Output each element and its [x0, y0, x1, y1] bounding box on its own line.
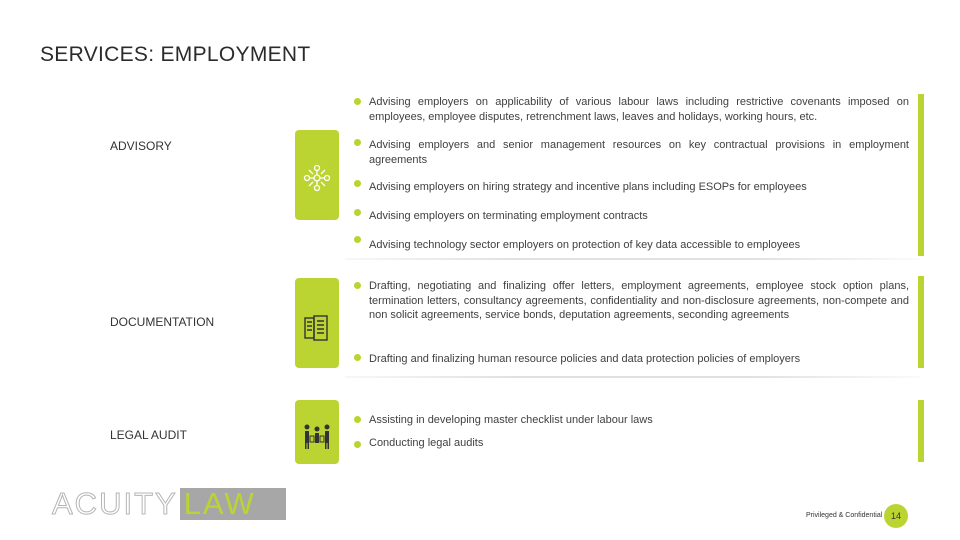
section-divider	[345, 376, 920, 378]
bullet-dot	[354, 180, 361, 187]
advisory-bullet-3: Advising employers on hiring strategy and incentive plans including ESOPs for employees	[369, 181, 807, 193]
section-label-legal-audit: LEGAL AUDIT	[110, 428, 187, 442]
advisory-bullet-2: Advising employers and senior management resources on key contractual provisions in employment agreements	[369, 139, 909, 166]
page-number: 14	[884, 504, 908, 528]
documentation-bullet-1: Drafting, negotiating and finalizing offer letters, employment agreements, employee stock option plans, termination letters, consultancy agreements, confidentiality and non-disclosure agreements, non-compete and non solicit agreements, service bonds, deputation agreements, seconding agreements	[369, 280, 909, 321]
documentation-bullet-2: Drafting and finalizing human resource policies and data protection policies of employers	[369, 353, 801, 365]
bullet-dot	[354, 209, 361, 216]
footer-confidential: Privileged & Confidential	[806, 512, 883, 519]
bullet-dot	[354, 282, 361, 289]
advisory-bullet-4: Advising employers on terminating employment contracts	[369, 210, 648, 222]
documentation-tab	[295, 278, 339, 368]
legal-audit-accent-bar	[918, 400, 924, 462]
logo-text-law: LAW	[180, 488, 286, 520]
bullet-dot	[354, 441, 361, 448]
legal-audit-bullet-1: Assisting in developing master checklist under labour laws	[369, 414, 653, 426]
advisory-bullet-1: Advising employers on applicability of various labour laws including restrictive covenants imposed on employees, employee disputes, retrenchment laws, leaves and holidays, working hours, etc.	[369, 96, 909, 123]
page-title: SERVICES: EMPLOYMENT	[40, 43, 311, 66]
bullet-dot	[354, 236, 361, 243]
documents-icon	[301, 312, 333, 344]
legal-audit-bullet-2: Conducting legal audits	[369, 437, 484, 449]
logo-text-acuity: ACUITY	[52, 486, 178, 521]
section-divider	[345, 258, 920, 260]
bullet-dot	[354, 416, 361, 423]
acuity-law-logo	[52, 488, 286, 520]
advisory-tab	[295, 130, 339, 220]
bullet-dot	[354, 139, 361, 146]
documentation-accent-bar	[918, 276, 924, 368]
advisory-bullet-5: Advising technology sector employers on protection of key data accessible to employees	[369, 239, 801, 251]
legal-audit-tab	[295, 400, 339, 464]
bullet-dot	[354, 98, 361, 105]
network-people-icon	[301, 162, 333, 194]
section-label-advisory: ADVISORY	[110, 139, 172, 153]
team-audit-icon	[301, 422, 333, 452]
bullet-dot	[354, 354, 361, 361]
advisory-accent-bar	[918, 94, 924, 256]
section-label-documentation: DOCUMENTATION	[110, 315, 215, 329]
